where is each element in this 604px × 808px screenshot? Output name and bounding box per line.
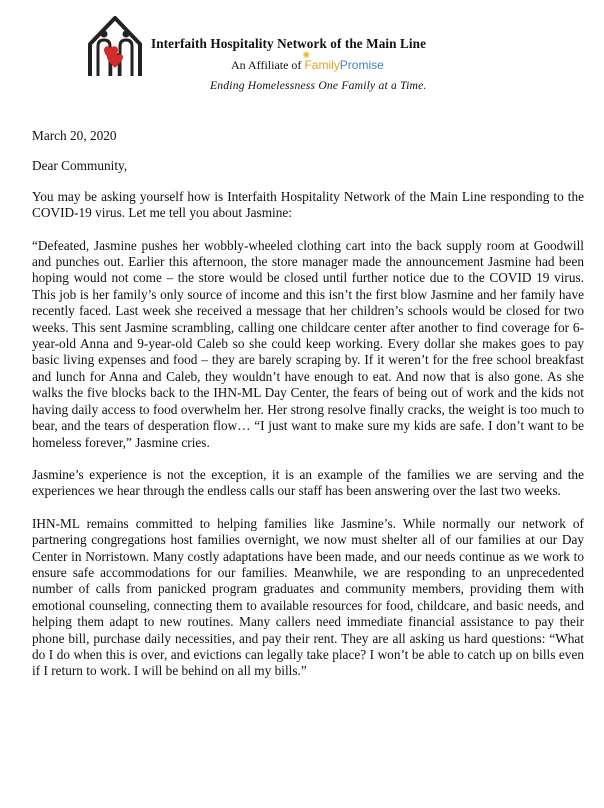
sun-icon: ✺ [302,50,310,60]
affiliate-prefix: An Affiliate of [231,58,302,72]
tagline: Ending Homelessness One Family at a Time. [210,79,427,92]
letter-body [32,128,584,696]
family-house-heart-icon [86,14,144,78]
brand-promise-text: Promise [339,58,384,72]
letter-greeting: Dear Community, [32,158,128,174]
letter-paragraph: IHN-ML remains committed to helping families like Jasmine’s. While normally our network of partnering congregations host families overnight, we now must shelter all of our families at our Day Center in Norristown. Many costly adaptations have been made, and our needs continue as we work to ensure safe accommodations for our families. Meanwhile, we are responding to an unprecedented number of calls from panicked program graduates and community members, providing them with emotional counseling, connecting them to available resources for food, childcare, and basic needs, and helping them adapt to new routines. Many callers need immediate financial assistance to pay their phone bill, purchase daily necessities, and pay their rent. They are all asking us hard questions: “What do I do when this is over, and evictions can legally take place? I won’t be able to catch up on bills even if I return to work. I will be behind on all my bills.” [32,515,584,679]
affiliate-line [231,50,384,73]
letter-date: March 20, 2020 [32,128,117,143]
brand-family-text: Family [304,58,340,72]
family-promise-logo [302,50,384,72]
letter-paragraph: “Defeated, Jasmine pushes her wobbly-wheeled clothing cart into the back supply room at Goodwill and punches out. Earlier this afternoon, the store manager made the announcement Jasmine had been hoping would not come – the store would be closed until further notice due to the COVID 19 virus. This job is her family’s only source of income and this isn’t the first blow Jasmine and her family have recently faced. Last week she received a message that her children’s schools would be closed for two weeks. This sent Jasmine scrambling, calling one childcare center after another to find coverage for 6-year-old Anna and 9-year-old Caleb so she could keep working. Every dollar she makes goes to pay basic living expenses and food – they are barely scraping by. If it weren’t for the free school breakfast and lunch for Anna and Caleb, they wouldn’t have enough to eat. And now that is also gone. As she walks the five blocks back to the IHN-ML Day Center, the fears of being out of work and the kids not having daily access to food overwhelm her. Her strong resolve finally cracks, the weight is too much to bear, and the tears of desperation flow… “I just want to make sure my kids are safe. I don’t want to be homeless forever,” Jasmine cries. [32,237,584,450]
letter-paragraph: You may be asking yourself how is Interfaith Hospitality Network of the Main Line responding to the COVID-19 virus. Let me tell you about Jasmine: [32,188,584,221]
letter-paragraph: Jasmine’s experience is not the exception, it is an example of the families we are serving and the experiences we hear through the endless calls our staff has been answering over the last two weeks. [32,466,584,499]
organization-name: Interfaith Hospitality Network of the Main Line [151,36,427,51]
